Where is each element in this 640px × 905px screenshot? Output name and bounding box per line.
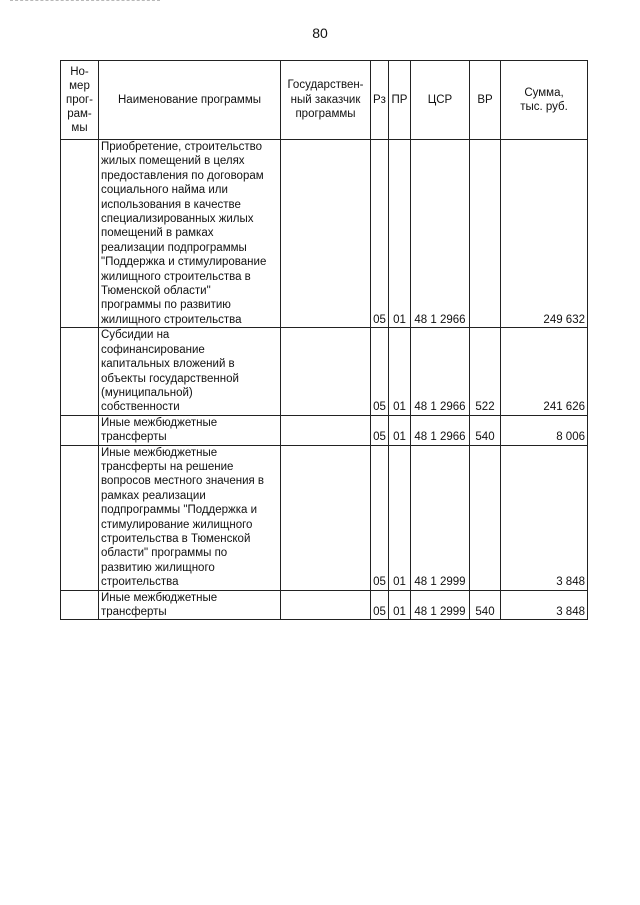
cell-program-number — [61, 445, 99, 590]
cell-rz: 05 — [371, 328, 389, 415]
cell-pr: 01 — [389, 140, 411, 328]
cell-sum: 3 848 — [501, 445, 588, 590]
table-row — [61, 328, 588, 415]
cell-program-name: Иные межбюджетные трансферты — [99, 590, 281, 620]
cell-sum: 241 626 — [501, 328, 588, 415]
table-row — [61, 445, 588, 590]
table-body — [61, 140, 588, 620]
header-program-name: Наименование программы — [99, 61, 281, 140]
cell-program-name: Приобретение, строительство жилых помещений в целях предоставления по договорам социального найма или использования в качестве специализированных жилых помещений в рамках реализации подпрограммы "Поддержка и стимулирование жилищного строительства в Тюменской области" программы по развитию жилищного строительства — [99, 140, 281, 328]
cell-vr: 540 — [470, 415, 501, 445]
page-number: 80 — [312, 25, 328, 41]
cell-program-name: Иные межбюджетные трансферты на решение вопросов местного значения в рамках реализации подпрограммы "Поддержка и стимулирование жилищного строительства в Тюменской области" программы по развитию жилищного строительства — [99, 445, 281, 590]
cell-csr: 48 1 2999 — [411, 445, 470, 590]
cell-vr — [470, 445, 501, 590]
cell-vr — [470, 140, 501, 328]
cell-sum: 3 848 — [501, 590, 588, 620]
cell-rz: 05 — [371, 140, 389, 328]
cell-program-name: Иные межбюджетные трансферты — [99, 415, 281, 445]
cell-pr: 01 — [389, 445, 411, 590]
header-csr: ЦСР — [411, 61, 470, 140]
cell-sum: 8 006 — [501, 415, 588, 445]
cell-program-number — [61, 328, 99, 415]
table-row — [61, 590, 588, 620]
table-header-row — [61, 61, 588, 140]
header-rz: Рз — [371, 61, 389, 140]
cell-program-number — [61, 415, 99, 445]
header-vr: ВР — [470, 61, 501, 140]
cell-state-customer — [281, 415, 371, 445]
header-pr: ПР — [389, 61, 411, 140]
cell-rz: 05 — [371, 590, 389, 620]
cell-rz: 05 — [371, 445, 389, 590]
cell-csr: 48 1 2966 — [411, 328, 470, 415]
cell-csr: 48 1 2966 — [411, 140, 470, 328]
cell-state-customer — [281, 445, 371, 590]
cell-program-number — [61, 590, 99, 620]
cell-csr: 48 1 2966 — [411, 415, 470, 445]
header-sum: Сумма, тыс. руб. — [501, 61, 588, 140]
cell-program-name: Субсидии на софинансирование капитальных вложений в объекты государственной (муниципальной) собственности — [99, 328, 281, 415]
scan-edge-mark — [10, 0, 160, 4]
cell-program-number — [61, 140, 99, 328]
cell-sum: 249 632 — [501, 140, 588, 328]
header-program-number: Но- мер прог- рам- мы — [61, 61, 99, 140]
cell-rz: 05 — [371, 415, 389, 445]
header-state-customer: Государствен- ный заказчик программы — [281, 61, 371, 140]
table-row — [61, 140, 588, 328]
cell-state-customer — [281, 590, 371, 620]
table-row — [61, 415, 588, 445]
cell-vr: 522 — [470, 328, 501, 415]
cell-csr: 48 1 2999 — [411, 590, 470, 620]
cell-state-customer — [281, 140, 371, 328]
cell-pr: 01 — [389, 415, 411, 445]
budget-program-table — [60, 60, 588, 620]
cell-vr: 540 — [470, 590, 501, 620]
cell-pr: 01 — [389, 590, 411, 620]
cell-state-customer — [281, 328, 371, 415]
cell-pr: 01 — [389, 328, 411, 415]
